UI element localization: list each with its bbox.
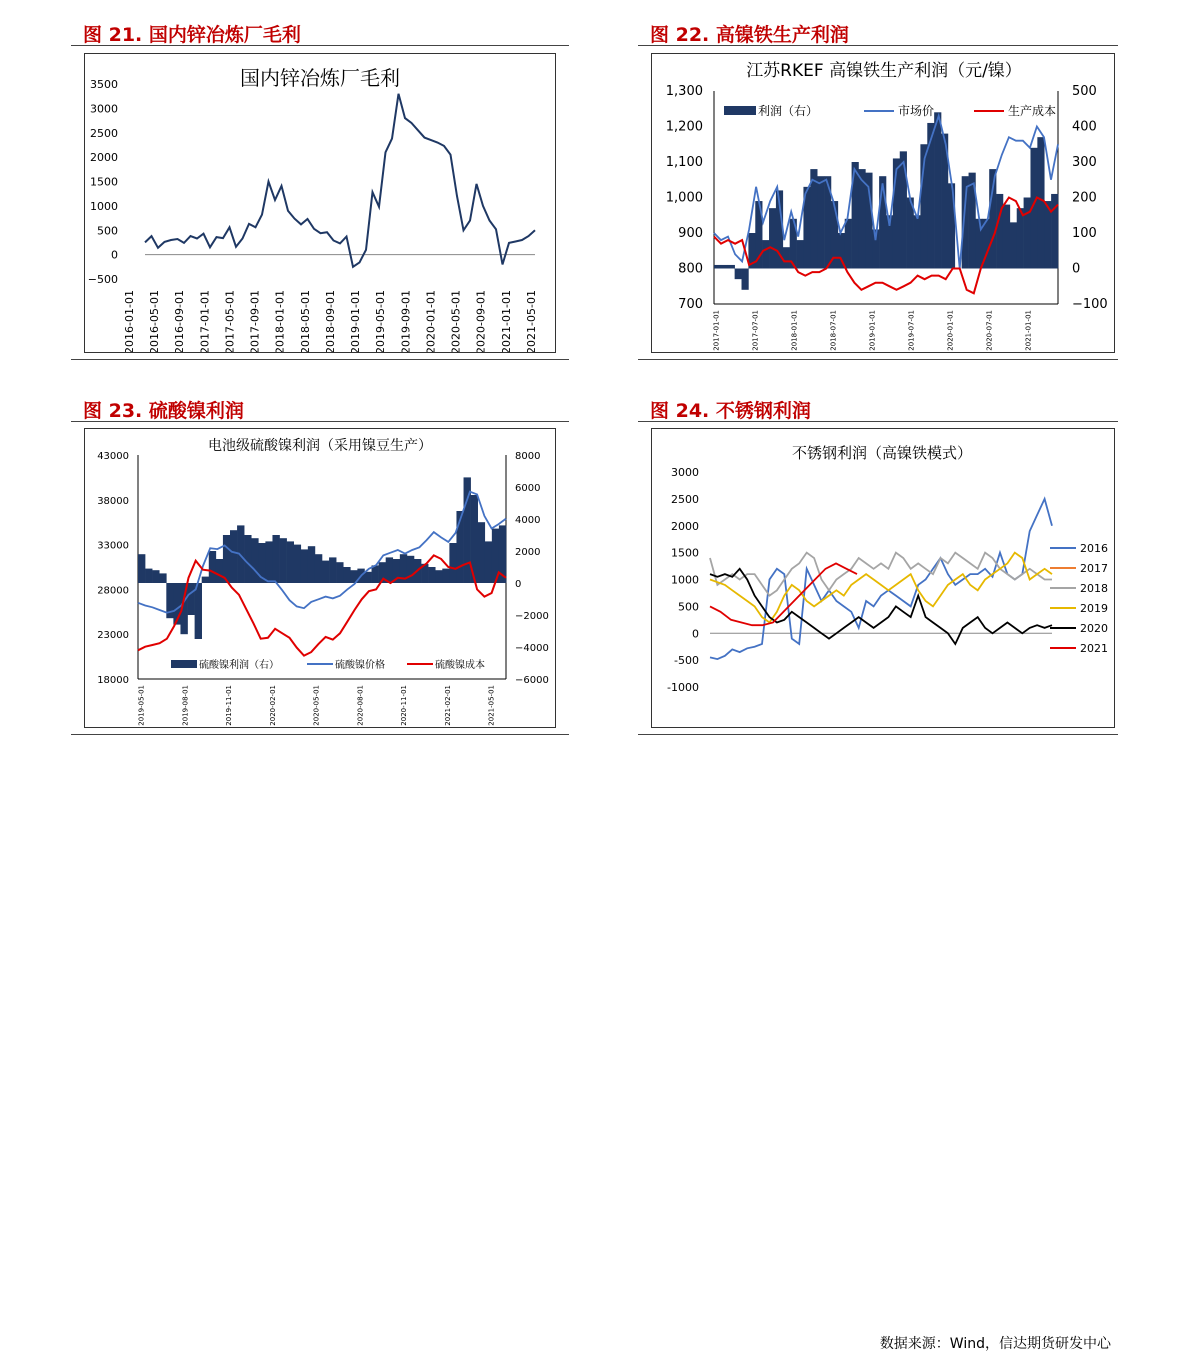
profit-bar [435, 570, 442, 583]
x-tick-label: 2017-01-01 [712, 310, 721, 351]
y-left-tick-label: 1,100 [665, 155, 703, 170]
profit-bar [315, 554, 322, 583]
legend-label: 硫酸镍价格 [335, 660, 385, 671]
x-tick-label: 2020-01-01 [946, 310, 955, 351]
profit-bar [1037, 137, 1044, 268]
y-right-tick-label: 200 [1072, 190, 1097, 206]
figure-caption-text: 硫酸镍利润 [148, 400, 244, 422]
y-tick-label: 1000 [90, 199, 118, 213]
x-tick-label: 2020-07-01 [985, 310, 994, 351]
x-tick-label: 2017-09-01 [248, 290, 262, 352]
x-tick-label: 2020-11-01 [400, 685, 408, 726]
figure-caption-text: 不锈钢利润 [715, 400, 811, 422]
legend-label: 2016 [1080, 542, 1108, 555]
y-right-tick-label: −4000 [515, 643, 549, 654]
y-right-tick-label: 6000 [515, 483, 541, 494]
profit-bar [308, 546, 315, 583]
figure-label: 图 22. [650, 24, 710, 46]
profit-bar [769, 208, 776, 268]
figure-caption-text: 国内锌冶炼厂毛利 [148, 24, 301, 46]
profit-bar [230, 530, 237, 583]
y-right-tick-label: 0 [515, 579, 522, 590]
chart-title: 国内锌冶炼厂毛利 [240, 66, 400, 90]
profit-bar [783, 247, 790, 268]
y-right-tick-label: 500 [1072, 84, 1097, 99]
figure-bottom-rule [71, 734, 569, 735]
x-tick-label: 2019-09-01 [399, 290, 413, 352]
x-tick-label: 2019-05-01 [137, 685, 146, 726]
profit-bar [449, 543, 456, 583]
profit-bar [251, 538, 258, 583]
y-right-tick-label: −6000 [515, 675, 549, 686]
x-tick-label: 2019-01-01 [868, 310, 877, 351]
x-tick-label: 2016-09-01 [173, 290, 187, 352]
npi-chart-svg [652, 54, 1114, 352]
y-left-tick-label: 1,300 [665, 84, 703, 99]
y-tick-label: 2000 [90, 151, 118, 165]
y-right-tick-label: 4000 [515, 515, 541, 526]
y-tick-label: 1500 [90, 175, 118, 189]
profit-bar [272, 535, 279, 583]
series-line-2020 [710, 569, 1052, 644]
x-tick-label: 2018-05-01 [298, 290, 312, 352]
y-left-tick-label: 33000 [97, 540, 129, 552]
stainless-steel-chart [651, 428, 1115, 728]
profit-bar [1010, 222, 1017, 268]
profit-bar [797, 240, 804, 268]
y-tick-label: 2000 [671, 519, 699, 533]
legend-label: 2020 [1080, 622, 1108, 635]
x-tick-label: 2017-01-01 [198, 290, 212, 352]
figure-label: 图 21. [83, 24, 143, 46]
profit-bar [216, 559, 223, 583]
profit-bar [810, 169, 817, 268]
legend-label: 生产成本 [1008, 104, 1057, 118]
profit-bar [329, 557, 336, 583]
profit-bar [934, 112, 941, 268]
y-left-tick-label: 43000 [97, 451, 129, 462]
y-tick-label: −500 [87, 273, 118, 286]
profit-bar [322, 561, 329, 583]
profit-bar [336, 562, 343, 583]
y-left-tick-label: 18000 [97, 675, 129, 686]
y-right-tick-label: 400 [1072, 119, 1097, 135]
profit-bar [721, 265, 728, 269]
x-tick-label: 2019-11-01 [225, 685, 233, 726]
chart-title: 江苏RKEF 高镍铁生产利润（元/镍） [746, 61, 1022, 81]
profit-bar [728, 265, 735, 269]
profit-bar [975, 219, 982, 269]
caption-rule [71, 421, 569, 422]
profit-bar [762, 240, 769, 268]
figure-caption-text: 高镍铁生产利润 [715, 24, 849, 46]
profit-bar [223, 535, 230, 583]
x-tick-label: 2017-05-01 [223, 290, 237, 352]
caption-rule [638, 421, 1118, 422]
profit-bar [845, 219, 852, 269]
profit-bar [343, 567, 350, 583]
zinc-chart-svg [85, 54, 555, 352]
zinc-smelter-chart [84, 53, 556, 353]
series-line-gross-margin [145, 94, 535, 267]
profit-bar [138, 554, 145, 583]
chart-title: 不锈钢利润（高镍铁模式） [791, 444, 973, 462]
legend-label: 2019 [1080, 602, 1108, 615]
y-left-tick-label: 23000 [97, 630, 129, 642]
y-right-tick-label: 0 [1072, 261, 1081, 277]
profit-bar [188, 583, 195, 615]
x-tick-label: 2019-08-01 [181, 685, 190, 726]
y-left-tick-label: 800 [678, 261, 703, 277]
figure-label: 图 24. [650, 400, 710, 422]
y-tick-label: 1500 [671, 546, 699, 560]
profit-bar [372, 565, 379, 583]
x-tick-label: 2016-01-01 [122, 290, 136, 352]
y-right-tick-label: 100 [1072, 226, 1097, 241]
legend-label: 市场价 [898, 104, 935, 118]
x-tick-label: 2018-01-01 [790, 310, 799, 351]
y-left-tick-label: 900 [678, 226, 703, 241]
legend-label: 利润（右） [758, 104, 819, 118]
y-tick-label: 3000 [671, 466, 699, 479]
profit-bar [364, 572, 371, 583]
y-left-tick-label: 700 [678, 297, 703, 312]
profit-bar [485, 541, 492, 583]
y-right-tick-label: −2000 [515, 611, 549, 622]
figure-24-caption [650, 396, 811, 423]
figure-bottom-rule [71, 359, 569, 360]
x-tick-label: 2021-02-01 [443, 685, 452, 726]
profit-bar [209, 551, 216, 583]
chart-title: 电池级硫酸镍利润（采用镍豆生产） [208, 438, 432, 454]
stainless-chart-svg [652, 429, 1114, 727]
x-tick-label: 2020-02-01 [268, 685, 277, 726]
x-tick-label: 2021-01-01 [1024, 310, 1033, 351]
y-right-tick-label: 8000 [515, 451, 541, 462]
x-tick-label: 2016-05-01 [148, 290, 162, 352]
profit-bar [386, 557, 393, 583]
y-right-tick-label: 300 [1072, 155, 1097, 170]
y-left-tick-label: 1,000 [665, 190, 703, 206]
profit-bar [914, 215, 921, 268]
profit-bar [1003, 205, 1010, 269]
profit-bar [195, 583, 202, 639]
x-tick-label: 2019-07-01 [907, 310, 916, 351]
profit-bar [145, 569, 152, 583]
y-tick-label: 2500 [671, 492, 699, 506]
y-tick-label: 500 [97, 224, 118, 238]
legend-label: 2021 [1080, 642, 1108, 655]
profit-bar [287, 541, 294, 583]
profit-bar [244, 535, 251, 583]
legend-label: 2018 [1080, 582, 1108, 595]
profit-bar [742, 269, 749, 290]
profit-bar [202, 577, 209, 583]
profit-bar [294, 545, 301, 583]
x-tick-label: 2017-07-01 [751, 310, 760, 351]
profit-bar [280, 538, 287, 583]
figure-21-caption [83, 20, 301, 47]
figure-bottom-rule [638, 359, 1118, 360]
x-tick-label: 2019-05-01 [374, 290, 388, 352]
profit-bar [407, 556, 414, 583]
legend-swatch [724, 106, 756, 115]
profit-bar [1017, 208, 1024, 268]
y-tick-label: 1000 [671, 573, 699, 587]
profit-bar [817, 176, 824, 268]
profit-bar [301, 549, 308, 583]
x-tick-label: 2020-08-01 [356, 685, 365, 726]
y-tick-label: -1000 [667, 681, 699, 694]
profit-bar [900, 151, 907, 268]
x-tick-label: 2020-01-01 [424, 290, 438, 352]
profit-bar [1024, 198, 1031, 269]
x-tick-label: 2018-01-01 [273, 290, 287, 352]
y-left-tick-label: 28000 [97, 585, 129, 597]
profit-bar [159, 573, 166, 583]
x-tick-label: 2021-05-01 [524, 290, 538, 352]
y-tick-label: 0 [111, 248, 118, 262]
legend-swatch [171, 660, 197, 668]
profit-bar [442, 569, 449, 583]
y-tick-label: -500 [674, 654, 699, 668]
profit-bar [265, 541, 272, 583]
y-left-tick-label: 1,200 [665, 119, 703, 135]
legend-label: 硫酸镍成本 [435, 660, 485, 671]
x-tick-label: 2020-05-01 [312, 685, 321, 726]
figure-label: 图 23. [83, 400, 143, 422]
series-line-2016 [710, 499, 1052, 659]
profit-bar [714, 265, 721, 269]
y-right-tick-label: −100 [1072, 297, 1108, 312]
series-line-2018 [710, 553, 1052, 596]
x-tick-label: 2020-05-01 [449, 290, 463, 352]
figure-23-caption [83, 396, 244, 423]
nickel-sulfate-chart [84, 428, 556, 728]
profit-bar [478, 522, 485, 583]
y-left-tick-label: 38000 [97, 495, 129, 507]
x-tick-label: 2021-01-01 [499, 290, 513, 352]
y-right-tick-label: 2000 [515, 547, 541, 558]
nickel-sulfate-chart-svg [85, 429, 555, 727]
nickel-pig-iron-chart [651, 53, 1115, 353]
y-tick-label: 3000 [90, 102, 118, 116]
y-tick-label: 2500 [90, 126, 118, 140]
x-tick-label: 2018-07-01 [829, 310, 838, 351]
y-tick-label: 0 [692, 627, 699, 641]
x-tick-label: 2021-05-01 [487, 685, 496, 726]
y-tick-label: 500 [678, 600, 699, 614]
legend-label: 硫酸镍利润（右） [199, 660, 279, 671]
y-tick-label: 3500 [90, 78, 118, 91]
figure-22-caption [650, 20, 849, 47]
x-tick-label: 2019-01-01 [349, 290, 363, 352]
caption-rule [638, 45, 1118, 46]
figure-bottom-rule [638, 734, 1118, 735]
caption-rule [71, 45, 569, 46]
profit-bar [735, 269, 742, 280]
profit-bar [428, 567, 435, 583]
x-tick-label: 2018-09-01 [323, 290, 337, 352]
profit-bar [996, 194, 1003, 269]
data-source-footer: 数据来源：Wind，信达期货研发中心 [879, 1336, 1111, 1352]
profit-bar [152, 570, 159, 583]
legend-label: 2017 [1080, 562, 1108, 575]
x-tick-label: 2020-09-01 [474, 290, 488, 352]
